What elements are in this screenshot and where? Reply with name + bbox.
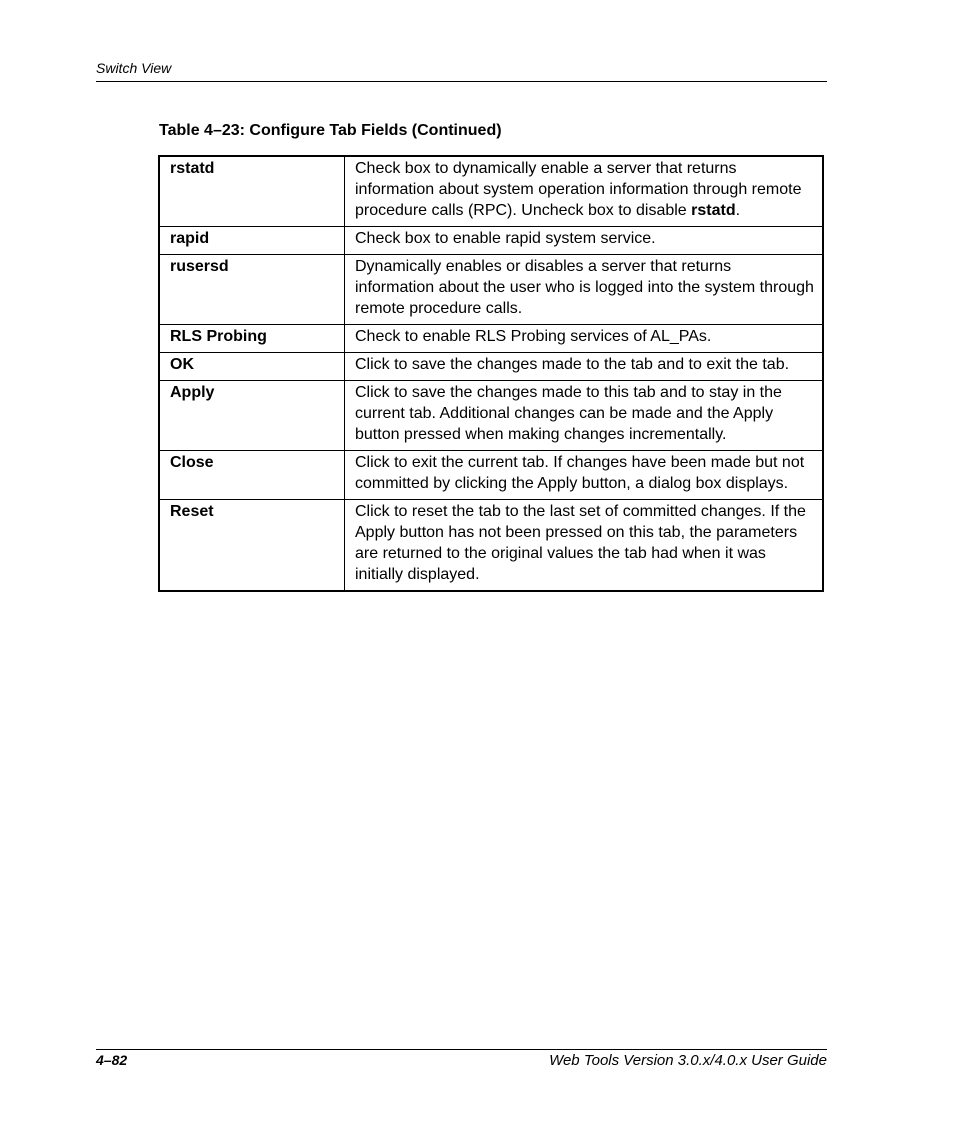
field-description: Dynamically enables or disables a server that returns information about the user who is logged into the system through remote procedure calls. <box>345 255 824 325</box>
field-name: Reset <box>159 500 345 592</box>
field-name: Apply <box>159 381 345 451</box>
table-row <box>159 381 823 451</box>
description-tail: . <box>735 202 741 219</box>
table-row <box>159 353 823 381</box>
document-title: Web Tools Version 3.0.x/4.0.x User Guide <box>549 1052 827 1069</box>
field-description: Check to enable RLS Probing services of AL_PAs. <box>345 325 824 353</box>
field-name: Close <box>159 451 345 500</box>
table-row <box>159 325 823 353</box>
table-row <box>159 255 823 325</box>
field-description: Click to reset the tab to the last set of committed changes. If the Apply button has not been pressed on this tab, the parameters are returned to the original values the tab had when it was initially displayed. <box>345 500 824 592</box>
table-row <box>159 500 823 592</box>
field-name: OK <box>159 353 345 381</box>
running-header <box>96 59 827 82</box>
table-row <box>159 227 823 255</box>
configure-tab-fields-table <box>158 155 824 592</box>
field-name: rusersd <box>159 255 345 325</box>
field-name: rapid <box>159 227 345 255</box>
section-title: Switch View <box>96 60 172 76</box>
field-description: Click to save the changes made to this tab and to stay in the current tab. Additional changes can be made and the Apply button pressed when making changes incrementally. <box>345 381 824 451</box>
field-description: Click to exit the current tab. If changes have been made but not committed by clicking the Apply button, a dialog box displays. <box>345 451 824 500</box>
field-description: Click to save the changes made to the tab and to exit the tab. <box>345 353 824 381</box>
field-description <box>345 156 824 227</box>
field-description: Check box to enable rapid system service. <box>345 227 824 255</box>
running-footer <box>96 1049 827 1074</box>
table-row <box>159 156 823 227</box>
table-row <box>159 451 823 500</box>
description-text: Check box to dynamically enable a server that returns information about system operation information through remote procedure calls (RPC). Uncheck box to disable <box>355 160 802 219</box>
field-name: rstatd <box>159 156 345 227</box>
description-bold-term: rstatd <box>691 202 736 219</box>
page-number: 4–82 <box>96 1052 128 1068</box>
table-caption: Table 4–23: Configure Tab Fields (Continued) <box>159 122 502 139</box>
field-name: RLS Probing <box>159 325 345 353</box>
